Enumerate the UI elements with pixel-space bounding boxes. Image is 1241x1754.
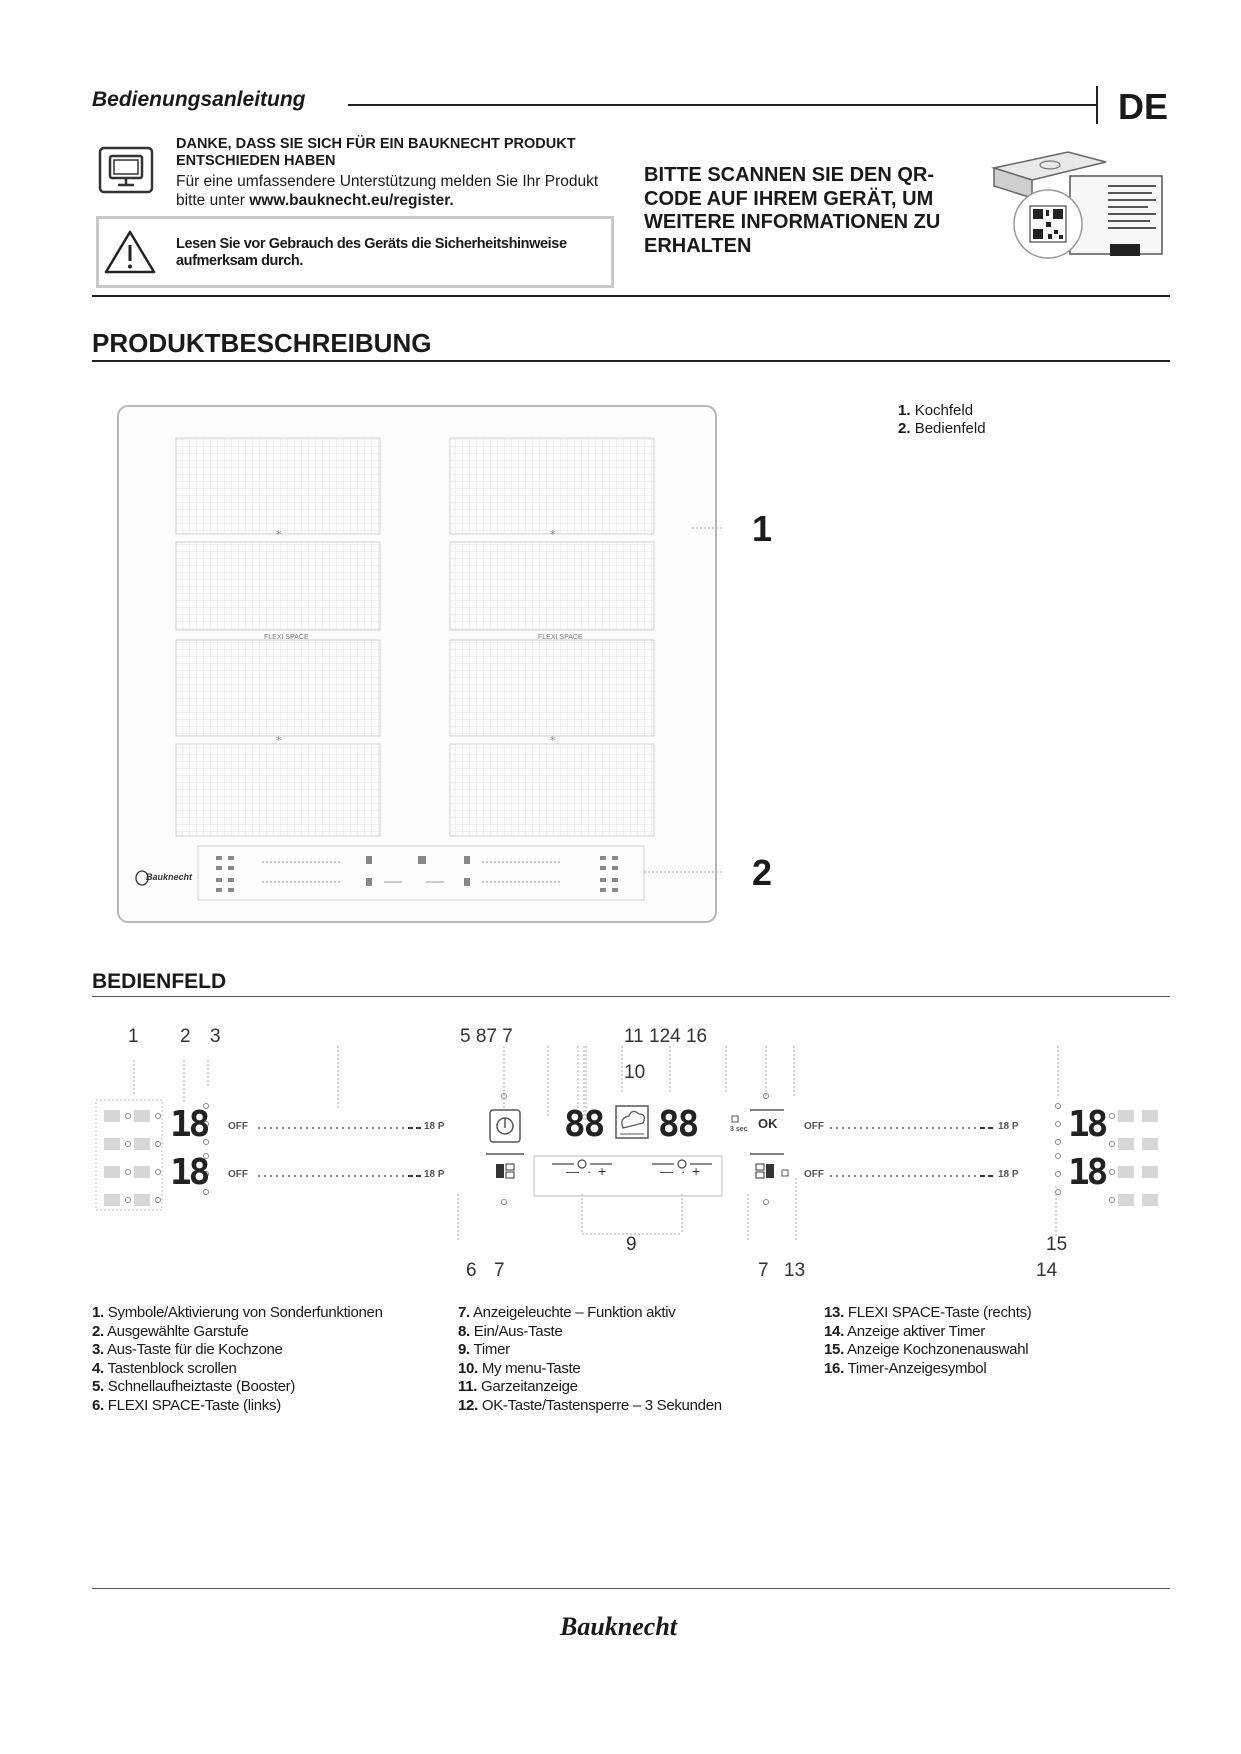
appliance-qr-illustration xyxy=(988,146,1172,270)
max-label-2: 18 P xyxy=(424,1169,445,1180)
label-7-right: 7 xyxy=(758,1260,769,1281)
description-item: 15. Anzeige Kochzonenauswahl xyxy=(824,1341,1029,1358)
description-item: 14. Anzeige aktiver Timer xyxy=(824,1322,985,1340)
svg-text:*: * xyxy=(550,528,556,541)
label-5877: 5 87 7 xyxy=(460,1026,513,1047)
description-item: 7. Anzeigeleuchte – Funktion aktiv xyxy=(458,1304,676,1321)
description-item: 12. OK-Taste/Tastensperre – 3 Sekunden xyxy=(458,1396,722,1414)
language-code: DE xyxy=(1118,86,1169,127)
off-label-1: OFF xyxy=(228,1121,248,1132)
max-label-3: 18 P xyxy=(998,1121,1019,1132)
register-text xyxy=(176,172,616,210)
svg-text:*: * xyxy=(276,734,282,747)
description-item: 1. Symbole/Aktivierung von Sonderfunktionen xyxy=(92,1304,383,1321)
monitor-icon xyxy=(98,146,154,194)
off-label-2: OFF xyxy=(228,1169,248,1180)
label-1: 1 xyxy=(128,1026,139,1047)
product-legend xyxy=(898,402,986,438)
description-column-3 xyxy=(824,1304,1031,1378)
register-prompt: Für eine umfassendere Unterstützung melden Sie Ihr Produkt bitte unter xyxy=(176,173,599,209)
description-item: 10. My menu-Taste xyxy=(458,1359,581,1377)
label-7-left: 7 xyxy=(494,1260,505,1281)
timer-right-minus[interactable]: — xyxy=(660,1164,673,1179)
timer-left-plus[interactable]: + xyxy=(598,1163,607,1179)
description-item: 16. Timer-Anzeigesymbol xyxy=(824,1359,987,1377)
label-6: 6 xyxy=(466,1260,477,1281)
label-9: 9 xyxy=(626,1234,637,1255)
section-rule-bedienfeld xyxy=(92,996,1170,997)
zone-label-right: FLEXI SPACE xyxy=(538,634,583,641)
safety-warning: Lesen Sie vor Gebrauch des Geräts die Sicherheitshinweise aufmerksam durch. xyxy=(176,236,567,269)
power-display-1: 18 xyxy=(170,1104,208,1145)
section-title-bedienfeld: BEDIENFELD xyxy=(92,970,227,993)
callout-2: 2 xyxy=(752,852,773,893)
qr-instruction: BITTE SCANNEN SIE DEN QR-CODE AUF IHREM GERÄT, UM WEITERE INFORMATIONEN ZU ERHALTEN xyxy=(644,164,941,257)
description-item: 2. Ausgewählte Garstufe xyxy=(92,1322,249,1340)
timer-display-left: 88 xyxy=(564,1104,604,1145)
three-sec-label: 3 sec xyxy=(730,1126,748,1133)
timer-left-minus[interactable]: — xyxy=(566,1164,579,1179)
description-item: 9. Timer xyxy=(458,1341,510,1358)
timer-left-dot: · xyxy=(587,1164,592,1179)
label-15: 15 xyxy=(1046,1234,1068,1255)
label-13: 13 xyxy=(784,1260,806,1281)
thanks-heading: DANKE, DASS SIE SICH FÜR EIN BAUKNECHT PRODUKT ENTSCHIEDEN HABEN xyxy=(176,136,576,169)
power-display-2: 18 xyxy=(170,1152,208,1193)
register-link[interactable]: www.bauknecht.eu/register. xyxy=(249,192,454,209)
zone-label-left: FLEXI SPACE xyxy=(264,634,309,641)
description-column-1 xyxy=(92,1304,383,1415)
section-rule-produkt xyxy=(92,360,1170,362)
description-item: 13. FLEXI SPACE-Taste (rechts) xyxy=(824,1304,1032,1321)
description-item: 5. Schnellaufheiztaste (Booster) xyxy=(92,1378,296,1395)
label-10: 10 xyxy=(624,1062,646,1083)
description-item: 6. FLEXI SPACE-Taste (links) xyxy=(92,1396,281,1414)
intro-rule xyxy=(92,295,1170,297)
svg-text:*: * xyxy=(550,734,556,747)
power-display-4: 18 xyxy=(1068,1152,1106,1193)
section-title-produkt: PRODUKTBESCHREIBUNG xyxy=(92,328,432,358)
label-1112416: 11 124 16 xyxy=(624,1026,708,1047)
timer-display-right: 88 xyxy=(658,1104,698,1145)
header-divider xyxy=(1096,86,1098,124)
svg-text:*: * xyxy=(276,528,282,541)
label-3: 3 xyxy=(210,1026,221,1047)
off-label-4: OFF xyxy=(804,1169,824,1180)
warning-icon xyxy=(104,228,156,276)
timer-right-plus[interactable]: + xyxy=(692,1163,701,1179)
timer-right-dot: · xyxy=(681,1164,686,1179)
description-item: 3. Aus-Taste für die Kochzone xyxy=(92,1341,283,1358)
off-label-3: OFF xyxy=(804,1121,824,1132)
cooktop-logo: Bauknecht xyxy=(146,872,193,882)
power-display-3: 18 xyxy=(1068,1104,1106,1145)
description-item: 4. Tastenblock scrollen xyxy=(92,1359,237,1377)
control-panel-diagram xyxy=(92,1046,1170,1242)
cooktop-illustration xyxy=(112,404,722,926)
description-item: 8. Ein/Aus-Taste xyxy=(458,1322,563,1340)
callout-1: 1 xyxy=(752,508,773,549)
label-14: 14 xyxy=(1036,1260,1058,1281)
ok-button[interactable]: OK xyxy=(758,1116,778,1131)
max-label-1: 18 P xyxy=(424,1121,445,1132)
bauknecht-logo: Bauknecht xyxy=(560,1612,678,1641)
header-rule xyxy=(348,104,1096,106)
manual-title: Bedienungsanleitung xyxy=(92,88,306,111)
description-item: 11. Garzeitanzeige xyxy=(458,1378,578,1395)
legend-item: 2. Bedienfeld xyxy=(898,420,986,437)
description-column-2 xyxy=(458,1304,722,1415)
max-label-4: 18 P xyxy=(998,1169,1019,1180)
footer-rule xyxy=(92,1588,1170,1589)
label-2: 2 xyxy=(180,1026,191,1047)
legend-item: 1. Kochfeld xyxy=(898,402,974,419)
